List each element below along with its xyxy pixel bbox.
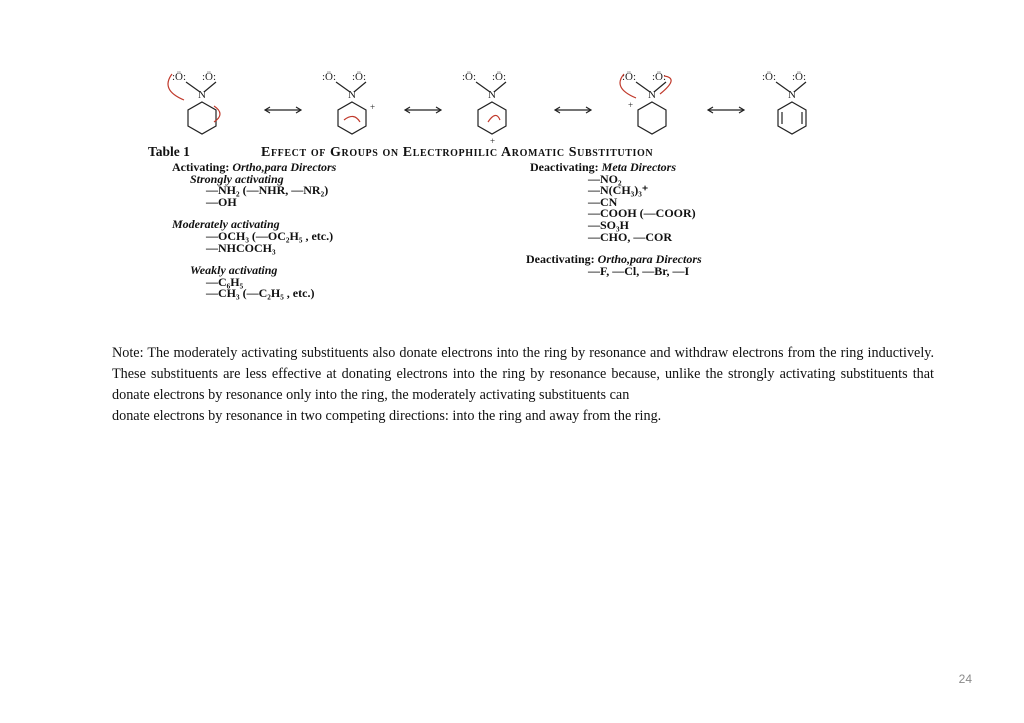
page-number: 24 — [958, 672, 972, 686]
svg-text:N: N — [198, 89, 206, 101]
deactivating-op-heading-rest: Ortho,para Directors — [597, 252, 702, 267]
table-caption: Effect of Groups on Electrophilic Aromatic Substitution — [261, 145, 654, 160]
deactivating-heading-prefix: Deactivating: — [530, 160, 599, 174]
list-item: —NHCOCH₃ — [206, 240, 276, 255]
structure-4 — [620, 71, 671, 134]
resonance-structures-figure — [160, 60, 860, 146]
svg-text::Ö:: :Ö: — [762, 71, 777, 83]
list-item: —COOH (—COOR) — [588, 206, 696, 221]
svg-text:+: + — [490, 136, 496, 146]
activating-column — [172, 162, 502, 300]
resonance-arrow-2 — [405, 107, 441, 113]
svg-text:N: N — [788, 89, 796, 101]
svg-text::Ö:: :Ö: — [792, 71, 807, 83]
structure-2 — [322, 71, 375, 134]
note-paragraph-1: Note: The moderately activating substituents also donate electrons into the ring by resonance and withdraw electrons from the ring inductively. These substituents are less effective at donating electrons into the ring by resonance because, unlike the strongly activating substituents that donate electrons by resonance only into the ring, the moderately activating substituents can — [112, 345, 934, 403]
list-item: —NH₂ (—NHR, —NR₂) — [206, 183, 329, 198]
svg-text::Ö:: :Ö: — [462, 71, 477, 83]
svg-text:N: N — [488, 89, 496, 101]
substituent-effects-table — [148, 140, 868, 315]
svg-text:+: + — [628, 100, 634, 110]
activating-heading-rest: Ortho,para Directors — [232, 160, 337, 174]
strongly-activating-label: Strongly activating — [190, 171, 284, 186]
svg-text::Ö:: :Ö: — [652, 71, 667, 83]
list-item: —CHO, —COR — [588, 229, 672, 244]
svg-text::Ö:: :Ö: — [352, 71, 367, 83]
note-paragraph-2: donate electrons by resonance in two competing directions: into the ring and away from the ring. — [112, 408, 662, 424]
moderately-activating-label: Moderately activating — [172, 217, 280, 232]
svg-text:N: N — [648, 89, 656, 101]
resonance-arrow-4 — [708, 107, 744, 113]
deactivating-op-heading-prefix: Deactivating: — [526, 252, 595, 267]
resonance-arrow-1 — [265, 107, 301, 113]
list-item: —CN — [588, 194, 618, 209]
svg-text::Ö:: :Ö: — [172, 71, 187, 83]
structure-5 — [762, 71, 806, 134]
deactivating-meta-heading — [530, 162, 860, 174]
structure-3 — [462, 71, 506, 146]
deactivating-heading-rest: Meta Directors — [601, 160, 676, 174]
list-item: —OH — [206, 194, 237, 209]
svg-text:+: + — [370, 102, 376, 112]
svg-text::Ö:: :Ö: — [202, 71, 217, 83]
svg-text:N: N — [348, 89, 356, 101]
deactivating-op-heading — [526, 254, 860, 266]
resonance-arrow-3 — [555, 107, 591, 113]
resonance-structures-icon — [160, 60, 860, 146]
note-text — [112, 343, 934, 427]
list-item: —OCH₃ (—OC₂H₅ , etc.) — [206, 228, 334, 243]
list-item: —CH₃ (—C₂H₅ , etc.) — [206, 286, 315, 301]
list-item: —N(CH₃)₃⁺ — [588, 183, 649, 198]
svg-text::Ö:: :Ö: — [622, 71, 637, 83]
table-number: Table 1 — [148, 144, 190, 159]
list-item: —NO₂ — [588, 171, 622, 186]
list-item: —SO₃H — [588, 217, 629, 232]
svg-text::Ö:: :Ö: — [322, 71, 337, 83]
list-item: —F, —Cl, —Br, —I — [588, 263, 690, 278]
activating-heading-prefix: Activating: — [172, 160, 230, 174]
svg-text::Ö:: :Ö: — [492, 71, 507, 83]
structure-1 — [168, 71, 220, 134]
weakly-activating-label: Weakly activating — [190, 263, 278, 278]
list-item: —C₆H₅ — [206, 274, 244, 289]
table-title — [148, 144, 653, 161]
deactivating-column — [526, 160, 860, 278]
